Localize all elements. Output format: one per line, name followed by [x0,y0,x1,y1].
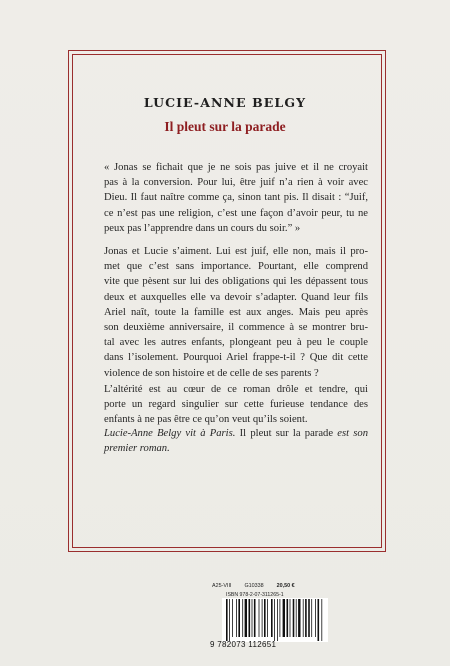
summary-line: vite que pèsent sur lui des obligations qui les dépassent tous [104,276,368,288]
barcode-bars [222,598,328,642]
barcode-bar [236,599,237,637]
quote-line: pas à la conversion. Pour lui, être juif n’a rien à voir avec [104,177,368,189]
barcode-bar [311,599,312,637]
summary-line: deux et auxquelles elle va devoir s’adapter. Quand leur fils [104,291,368,303]
conclusion-line: porte un regard singulier sur cette furieuse tendance des [104,399,368,411]
bio-line [104,426,368,441]
author-bio [104,426,368,456]
catalog-code: A25-VIII [212,583,232,589]
barcode-bar [287,599,289,637]
summary-line: son deuxième anniversaire, il commence à se montrer bru- [104,322,368,334]
isbn: ISBN 978-2-07-311265-1 [226,592,284,598]
barcode-bar [318,599,320,641]
quote-line: ce n’est pas une religion, c’est une façon d’avoir peur, tu ne [104,207,368,219]
quote-line: « Jonas se fichait que je ne sois pas juive et il ne croyait [104,162,368,173]
reference-number: G10338 [244,583,264,589]
book-title: Il pleut sur la parade [164,119,286,134]
barcode-bar [232,599,233,637]
price: 20,50 € [276,583,295,589]
barcode-bar [274,599,275,641]
barcode-bar [229,599,230,641]
barcode-bar [262,599,263,637]
summary-line: dans l’isolement. Pourquoi Ariel frappe-t-il ? Que dit cette [104,352,368,364]
barcode-bar [259,599,260,637]
barcode-bar [254,599,256,637]
barcode-bar [293,599,295,637]
barcode-bar [315,599,316,637]
quote-paragraph [104,160,368,236]
barcode-bar [271,599,273,637]
barcode-bar [252,599,253,637]
barcode-bar [277,599,278,641]
barcode-bar [242,599,243,637]
conclusion-line: L’altérité est au cœur de ce roman drôle et tendre, qui [104,384,368,395]
barcode-bar [245,599,247,637]
summary-line: Jonas et Lucie s’aiment. Lui est juif, elle non, mais il pro- [104,246,368,257]
barcode-bar [226,599,228,641]
bio-book-title: Il pleut sur la parade [235,428,338,439]
summary-line: met que c’est sans importance. Pourtant, elle comprend [104,261,368,273]
bio-line: premier roman. [104,443,170,455]
quote-line: peux pas l’apprendre dans un cours du soir.” » [104,222,301,234]
bio-text-italic: est son [337,428,369,439]
barcode-bar [290,599,291,637]
barcode-bar [280,599,281,637]
barcode-bar [249,599,251,637]
summary-line: violence de son histoire et de celle de ses parents ? [104,367,319,379]
barcode-bar [264,599,266,637]
barcode-bar [303,599,304,637]
barcode-digits: 9 782073 112651 [210,640,277,649]
summary-line: Ariel naît, toute la famille est aux anges. Mais peu après [104,306,368,318]
bio-text-italic: Lucie-Anne Belgy vit à Paris. [104,428,236,439]
barcode-image [222,598,328,642]
conclusion-line: enfants à ne pas être ce qu’on veut qu’ils soient. [104,414,308,426]
price-line [212,583,328,589]
barcode-bar [283,599,285,637]
summary-paragraph [104,244,368,381]
barcode-bar [308,599,310,637]
summary-line: tal avec les autres enfants, plongeant peu à peu le couple [104,337,368,349]
barcode-bar [305,599,307,637]
barcode-bar [321,599,322,641]
barcode-bar [296,599,297,637]
author-name: LUCIE-ANNE BELGY [143,95,307,110]
barcode-bar [298,599,300,637]
barcode-bar [267,599,268,637]
barcode-bar [238,599,240,637]
quote-line: Dieu. Il faut naître comme ça, sinon tant pis. Il disait : “Juif, [104,192,368,204]
conclusion-paragraph [104,382,368,428]
